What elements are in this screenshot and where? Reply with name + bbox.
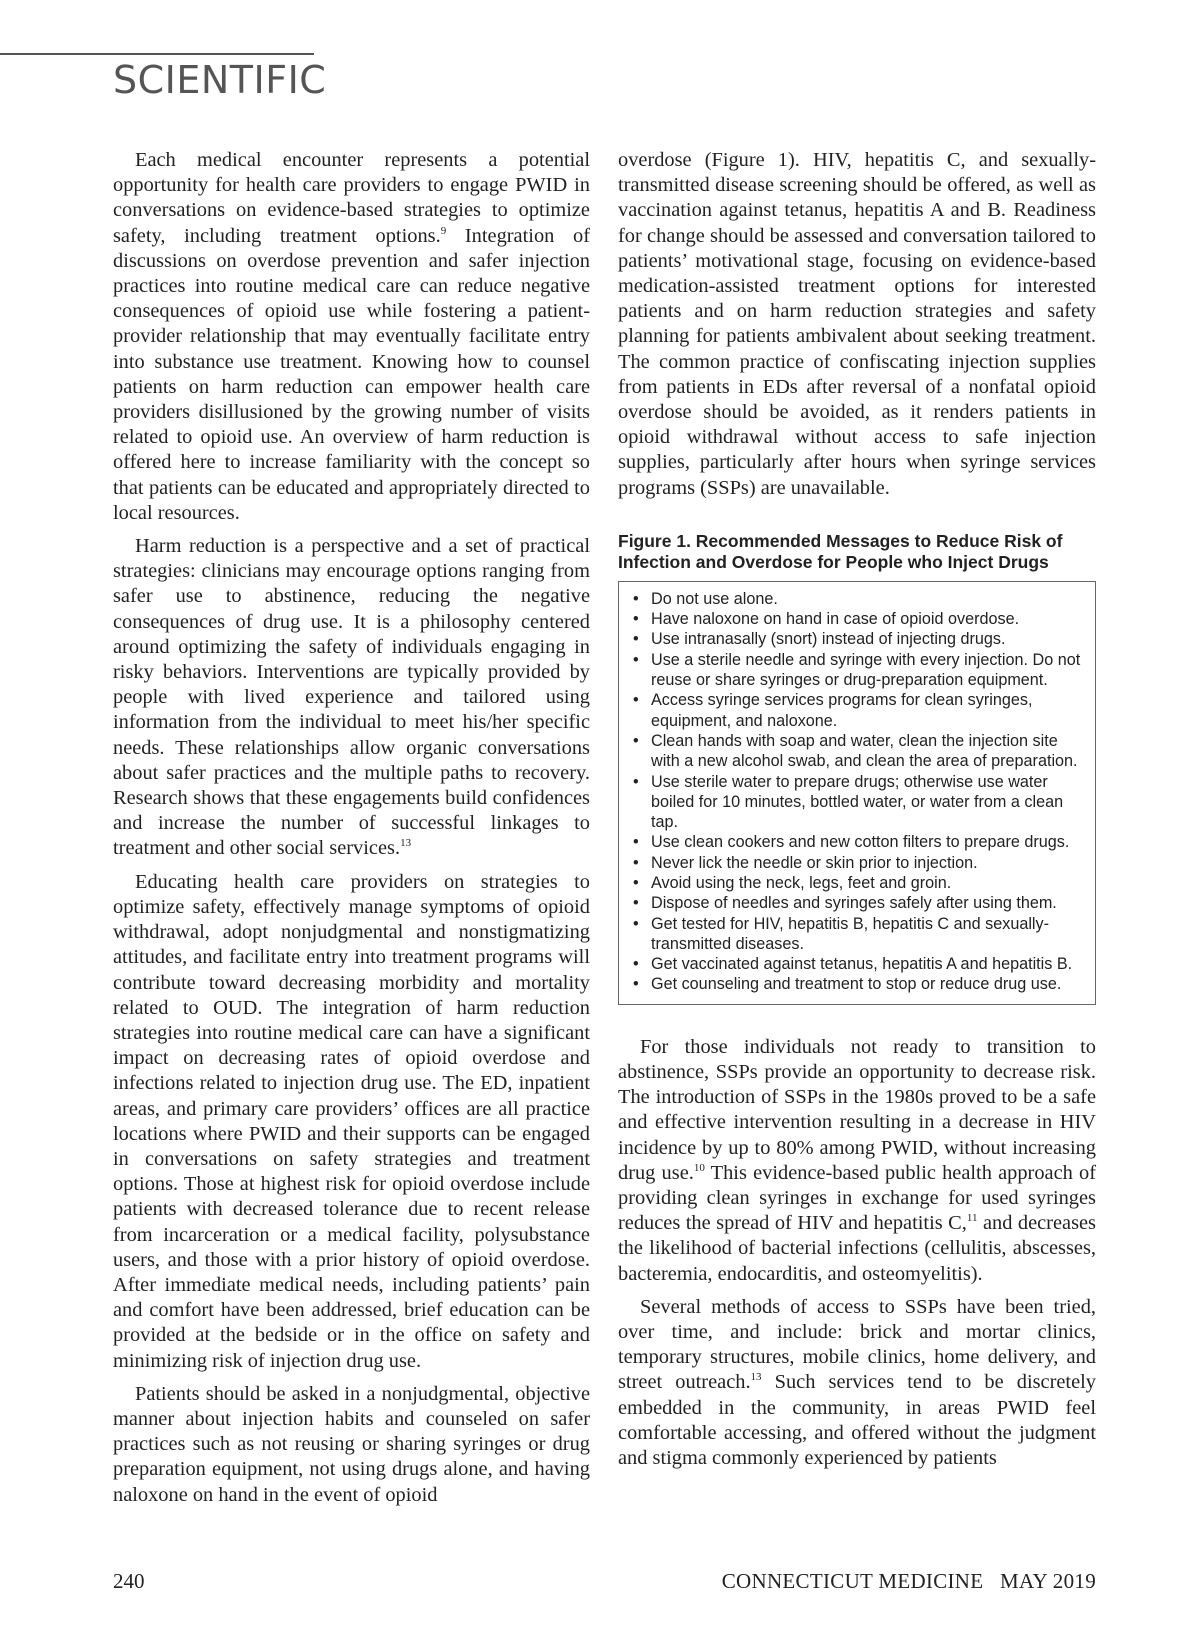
list-item: • Get counseling and treatment to stop or reduce drug use. — [629, 974, 1087, 994]
left-column — [113, 148, 590, 1516]
header-rule — [0, 53, 314, 55]
paragraph: For those individuals not ready to transition to abstinence, SSPs provide an opportunity to decrease risk. The introduction of SSPs in the 1980s proved to be a safe and effective intervention resulting in a decrease in HIV incidence by up to 80% among PWID, without increasing drug use.$^{10}$ This evidence-based public health approach of providing clean syringes in exchange for used syringes reduces the spread of HIV and hepatitis C,$^{11}$ and decreases the likelihood of bacterial infections (cellulitis, abscesses, bacteremia, endocarditis, and osteomyelitis). — [618, 1035, 1096, 1285]
list-item: • Clean hands with soap and water, clean the injection site with a new alcohol swab, and clean the area of preparation. — [629, 731, 1087, 772]
citation: 10 — [693, 1162, 705, 1174]
list-item: • Get vaccinated against tetanus, hepatitis A and hepatitis B. — [629, 954, 1087, 974]
list-item: • Get tested for HIV, hepatitis B, hepatitis C and sexually-transmitted diseases. — [629, 914, 1087, 955]
paragraph: Harm reduction is a perspective and a set of practical strategies: clinicians may encourage options ranging from safer use to abstinence, reducing the negative consequences of drug use. It is a philosophy centered around optimizing the safety of individuals engaging in risky behaviors. Interventions are typically provided by people with lived experience and tailored using information from the individual to meet his/her specific needs. These relationships allow organic conversations about safer practices and the multiple paths to recovery. Research shows that these engagements build confidences and increase the number of successful linkages to treatment and other social services.$^{13}$ — [113, 535, 590, 860]
page-number: 240 — [113, 1569, 145, 1593]
paragraph: Each medical encounter represents a potential opportunity for health care providers to engage PWID in conversations on evidence-based strategies to optimize safety, including treatment options.$^9$ Integration of discussions on overdose prevention and safer injection practices into routine medical care can reduce negative consequences of opioid use while fostering a patient-provider relationship that may eventually facilitate entry into substance use treatment. Knowing how to counsel patients on harm reduction can empower health care providers disillusioned by the growing number of visits related to opioid use. An overview of harm reduction is offered here to increase familiarity with the concept so that patients can be educated and appropriately directed to local resources. — [113, 149, 591, 524]
list-item: • Have naloxone on hand in case of opioid overdose. — [629, 609, 1087, 629]
list-item: • Use sterile water to prepare drugs; otherwise use water boiled for 10 minutes, bottled water, or water from a clean tap. — [629, 772, 1087, 833]
citation: 13 — [750, 1371, 762, 1384]
list-item: • Access syringe services programs for clean syringes, equipment, and naloxone. — [629, 690, 1087, 731]
list-item: • Use intranasally (snort) instead of injecting drugs. — [629, 629, 1087, 649]
list-item: • Do not use alone. — [629, 589, 1087, 609]
section-heading: SCIENTIFIC — [113, 58, 327, 102]
journal-footer: CONNECTICUT MEDICINE MAY 2019 — [721, 1569, 1096, 1593]
list-item: • Use clean cookers and new cotton filters to prepare drugs. — [629, 832, 1087, 852]
figure-list — [629, 589, 1087, 995]
citation: 11 — [966, 1212, 978, 1225]
citation: 9 — [440, 224, 447, 237]
list-item: • Avoid using the neck, legs, feet and groin. — [629, 873, 1087, 893]
paragraph: Several methods of access to SSPs have been tried, over time, and include: brick and mortar clinics, temporary structures, mobile clinics, home delivery, and street outreach.$^{13}$ Such services tend to be discretely embedded in the community, in areas PWID feel comfortable accessing, and offered without the judgment and stigma commonly experienced by patients — [618, 1295, 1097, 1470]
paragraph: Patients should be asked in a nonjudgmental, objective manner about injection habits and counseled on safer practices such as not reusing or sharing syringes or drug preparation equipment, not using drugs alone, and having naloxone on hand in the event of opioid — [113, 1382, 590, 1506]
list-item: • Use a sterile needle and syringe with every injection. Do not reuse or share syringes or drug-preparation equipment. — [629, 650, 1087, 691]
figure-title: Figure 1. Recommended Messages to Reduce Risk of Infection and Overdose for People who Inject Drugs — [618, 530, 1063, 572]
right-column — [618, 148, 1096, 1479]
paragraph: overdose (Figure 1). HIV, hepatitis C, and sexually-transmitted disease screening should be offered, as well as vaccination against tetanus, hepatitis A and B. Readiness for change should be assessed and conversation tailored to patients’ motivational stage, focusing on evidence-based medication-assisted treatment options for interested patients and on harm reduction strategies and safety planning for patients ambivalent about seeking treatment. The common practice of confiscating injection supplies from patients in EDs after reversal of a nonfatal opioid overdose should be avoided, as it renders patients in opioid withdrawal without access to safe injection supplies, particularly after hours when syringe services programs (SSPs) are unavailable. — [618, 149, 1096, 499]
figure-box — [618, 581, 1096, 1005]
list-item: • Never lick the needle or skin prior to injection. — [629, 853, 1087, 873]
list-item: • Dispose of needles and syringes safely after using them. — [629, 893, 1087, 913]
citation: 13 — [400, 837, 412, 850]
paragraph: Educating health care providers on strategies to optimize safety, effectively manage symptoms of opioid withdrawal, adopt nonjudgmental and nonstigmatizing attitudes, and facilitate entry into treatment programs will contribute toward decreasing morbidity and mortality related to OUD. The integration of harm reduction strategies into routine medical care can have a significant impact on decreasing rates of opioid overdose and infections related to injection drug use. The ED, inpatient areas, and primary care providers’ offices are all practice locations where PWID and their supports can be engaged in conversations on safety strategies and treatment options. Those at highest risk for opioid overdose include patients with decreased tolerance due to recent release from incarceration or a medical facility, polysubstance users, and those with a prior history of opioid overdose. After immediate medical needs, including patients’ pain and comfort have been addressed, brief education can be provided at the bedside or in the office on safety and minimizing risk of injection drug use. — [113, 870, 590, 1372]
